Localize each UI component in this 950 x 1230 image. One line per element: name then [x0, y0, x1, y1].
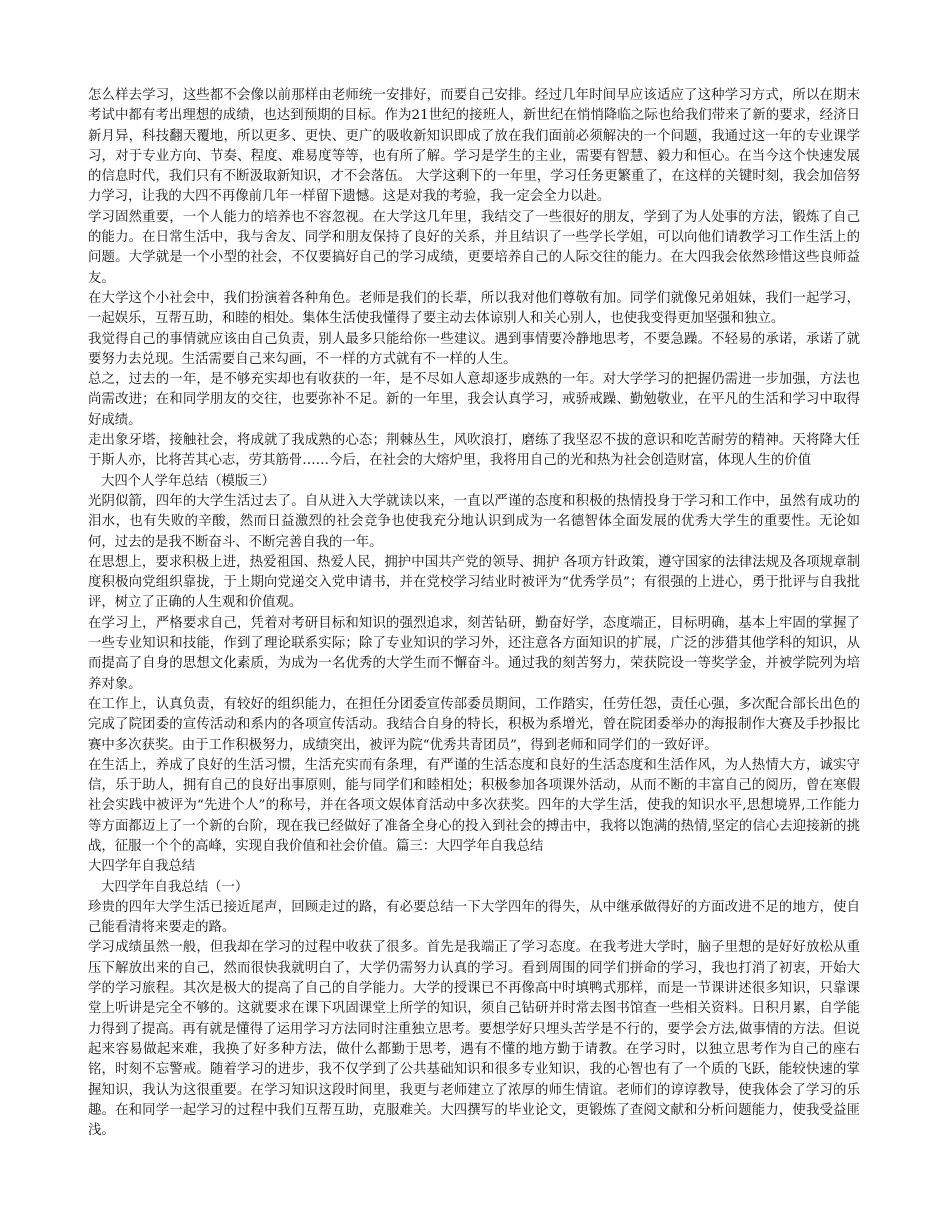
paragraph: 在工作上，认真负责，有较好的组织能力，在担任分团委宣传部委员期间，工作踏实，任劳任怨，责任心强，多次配合部长出色的完成了院团委的宣传活动和系内的各项宣传活动。我结合自身的特长，积极为系增光，曾在院团委举办的海报制作大赛及手抄报比赛中多次获奖。由于工作积极努力，成绩突出，被评为院“优秀共青团员”，得到老师和同学们的一致好评。 [88, 696, 860, 753]
paragraph: 在大学这个小社会中，我们扮演着各种角色。老师是我们的长辈，所以我对他们尊敬有加。同学们就像兄弟姐妹，我们一起学习，一起娱乐，互帮互助，和睦的相处。集体生活使我懂得了要主动去体谅别人和关心别人，也使我变得更加坚强和独立。 [88, 290, 860, 327]
section-subheading: 大四学年自我总结（一） [101, 879, 249, 895]
paragraph: 学习固然重要，一个人能力的培养也不容忽视。在大学这几年里，我结交了一些很好的朋友，学到了为人处事的方法，锻炼了自己的能力。在日常生活中，我与舍友、同学和朋友保持了良好的关系，并且结识了一些学长学姐，可以向他们请教学习工作生活上的问题。大学就是一个小型的社会，不仅要搞好自己的学习成绩，更要培养自己的人际交往的能力。在大四我会依然珍惜这些良师益友。 [88, 209, 860, 286]
paragraph: 在生活上，养成了良好的生活习惯，生活充实而有条理，有严谨的生活态度和良好的生活态度和生活作风，为人热情大方，诚实守信，乐于助人，拥有自己的良好出事原则，能与同学们和睦相处；积极参加各项课外活动，从而不断的丰富自己的阅历，曾在寒假社会实践中被评为“先进个人”的称号，并在各项文娱体育活动中多次获奖。四年的大学生活，使我的知识水平,思想境界,工作能力等方面都迈上了一个新的台阶，现在我已经做好了准备全身心的投入到社会的搏击中，我将以饱满的热情,坚定的信心去迎接新的挑战，征服一个个的高峰，实现自我价值和社会价值。篇三：大四学年自我总结 [88, 757, 860, 854]
section-heading: 大四学年自我总结 [88, 859, 196, 875]
document-body [88, 86, 860, 1141]
paragraph: 学习成绩虽然一般，但我却在学习的过程中收获了很多。首先是我端正了学习态度。在我考进大学时，脑子里想的是好好放松从重压下解放出来的自己，然而很快我就明白了，大学仍需努力认真的学习。看到周围的同学们拼命的学习，我也打消了初衷，开始大学的学习旅程。其次是极大的提高了自己的自学能力。大学的授课已不再像高中时填鸭式那样，而是一节课讲述很多知识，只靠课堂上听讲是完全不够的。这就要求在课下巩固课堂上所学的知识，须自己钻研并时常去图书馆查一些相关资料。日积月累，自学能力得到了提高。再有就是懂得了运用学习方法同时注重独立思考。要想学好只埋头苦学是不行的，要学会方法,做事情的方法。但说起来容易做起来难，我换了好多种方法，做什么都勤于思考，遇有不懂的地方勤于请教。在学习时，以独立思考作为自己的座右铭，时刻不忘警戒。随着学习的进步，我不仅学到了公共基础知识和很多专业知识，我的心智也有了一个质的飞跃，能较快速的掌握知识，我认为这很重要。在学习知识这段时间里，我更与老师建立了浓厚的师生情谊。老师们的谆谆教导，使我体会了学习的乐趣。在和同学一起学习的过程中我们互帮互助，克服难关。大四撰写的毕业论文，更锻炼了查阅文献和分析问题能力，使我受益匪浅。 [88, 940, 860, 1139]
paragraph: 走出象牙塔，接触社会，将成就了我成熟的心态；荆棘丛生，风吹浪打，磨练了我坚忍不拔的意识和吃苦耐劳的精神。天将降大任于斯人亦，比将苦其心志，劳其筋骨……今后，在社会的大熔炉里，我将用自己的光和热为社会创造财富，体现人生的价值 [88, 433, 860, 469]
paragraph: 总之，过去的一年，是不够充实却也有收获的一年，是不尽如人意却逐步成熟的一年。对大学学习的把握仍需进一步加强，方法也尚需改进；在和同学朋友的交往，也要弥补不足。新的一年里，我会认真学习，戒骄戒躁、勤勉敬业，在平凡的生活和学习中取得好成绩。 [88, 372, 860, 428]
paragraph: 我觉得自己的事情就应该由自己负责，别人最多只能给你一些建议。遇到事情要冷静地思考，不要急躁。不轻易的承诺，承诺了就要努力去兑现。生活需要自己来勾画，不一样的方式就有不一样的人生。 [88, 331, 860, 367]
paragraph: 珍贵的四年大学生活已接近尾声，回顾走过的路，有必要总结一下大学四年的得失，从中继承做得好的方面改进不足的地方，使自己能看清将来要走的路。 [88, 899, 860, 936]
section-heading: 大四个人学年总结（模版三） [101, 473, 276, 489]
paragraph: 怎么样去学习，这些都不会像以前那样由老师统一安排好，而要自己安排。经过几年时间早应该适应了这种学习方式，所以在期末考试中都有考出理想的成绩，也达到预期的目标。作为21世纪的接班人，新世纪在悄悄降临之际也给我们带来了新的要求，经济日新月异，科技翻天覆地，所以更多、更快、更广的吸收新知识即成了放在我们面前必须解决的一个问题，我通过这一年的专业课学习，对于专业方向、节奏、程度、难易度等等，也有所了解。学习是学生的主业，需要有智慧、毅力和恒心。在当今这个快速发展的信息时代，我们只有不断汲取新知识，才不会落伍。 大学这剩下的一年里，学习任务更繁重了，在这样的关键时刻，我会加倍努力学习，让我的大四不再像前几年一样留下遗憾。这是对我的考验，我一定会全力以赴。 [88, 88, 860, 205]
paragraph: 在思想上，要求积极上进，热爱祖国、热爱人民，拥护中国共产党的领导、拥护 各项方针政策，遵守国家的法律法规及各项规章制度积极向党组织靠拢，于上期向党递交入党申请书，并在党校学习结业时被评为“优秀学员”；有很强的上进心，勇于批评与自我批评，树立了正确的人生观和价值观。 [88, 554, 860, 611]
paragraph: 在学习上，严格要求自己，凭着对考研目标和知识的强烈追求，刻苦钻研，勤奋好学，态度端正，目标明确，基本上牢固的掌握了一些专业知识和技能，作到了理论联系实际；除了专业知识的学习外，还注意各方面知识的扩展，广泛的涉猎其他学科的知识，从而提高了自身的思想文化素质，为成为一名优秀的大学生而不懈奋斗。通过我的刻苦努力，荣获院设一等奖学金，并被学院列为培养对象。 [88, 615, 860, 692]
paragraph: 光阴似箭，四年的大学生活过去了。自从进入大学就读以来，一直以严谨的态度和积极的热情投身于学习和工作中，虽然有成功的泪水，也有失败的辛酸，然而日益激烈的社会竞争也使我充分地认识到成为一名德智体全面发展的优秀大学生的重要性。无论如何，过去的是我不断奋斗、不断完善自我的一年。 [88, 493, 860, 550]
